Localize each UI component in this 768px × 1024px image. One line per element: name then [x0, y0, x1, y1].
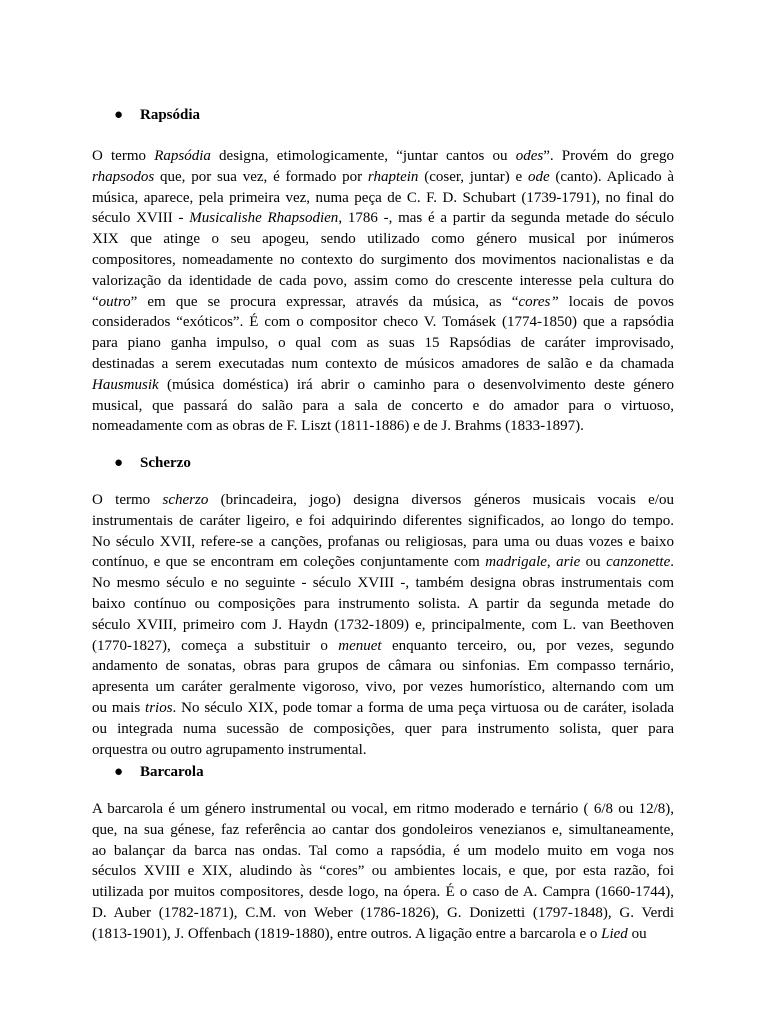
- text-run: ”. Provém do grego: [543, 148, 674, 164]
- text-run: nomeadamente com as obras de F. Liszt (1811-1886) e de J. Brahms (1833-1897).: [92, 418, 584, 435]
- text-run: locais de povos: [558, 293, 674, 310]
- text-run: séculos XVIII e XIX, aludindo às “cores” ou ambientes locais, e que, por esta razão, foi: [92, 863, 674, 880]
- italic-run: ode: [527, 168, 550, 185]
- italic-run: outro: [98, 293, 131, 310]
- section-paragraph-barcarola: [92, 799, 674, 945]
- paragraph-line: [92, 656, 674, 677]
- text-run: (1813-1901), J. Offenbach (1819-1880), entre outros. A ligação entre a barcarola e o: [92, 925, 602, 942]
- text-run: ao balançar da barca nas ondas. Tal como a rapsódia, é um modelo muito em voga nos: [92, 842, 674, 859]
- bullet-icon: ●: [114, 107, 124, 123]
- paragraph-line: [92, 271, 674, 292]
- text-run: ou integrada numa sucessão de composições, quer para instrumento solista, quer para: [92, 720, 674, 737]
- paragraph-line: [92, 333, 674, 354]
- text-run: compositores, nomeadamente no contexto do surgimento dos movimentos nacionalistas e da: [92, 251, 674, 268]
- text-run: apresenta um caráter geralmente vigoroso, vivo, por vezes humorístico, alternando com um: [92, 679, 674, 696]
- italic-run: menuet: [338, 637, 382, 654]
- text-run: considerados “exóticos”. É com o compositor checo V. Tomásek (1774-1850) que a rapsódia: [92, 314, 674, 331]
- text-run: (música doméstica) irá abrir o caminho para o desenvolvimento deste género: [158, 376, 674, 393]
- text-run: baixo contínuo ou composições para instrumento solista. A partir da segunda metade do: [92, 595, 674, 612]
- text-run: (brincadeira, jogo) designa diversos géneros musicais vocais e/ou: [208, 492, 674, 508]
- paragraph-line: [92, 208, 674, 229]
- paragraph-line: [92, 594, 674, 615]
- paragraph-line: [92, 354, 674, 375]
- section-heading-rapsodia: [114, 105, 200, 125]
- text-run: que, por sua vez, é formado por: [154, 168, 368, 185]
- text-run: andamento de sonatas, obras para grupos de câmara ou sinfonias. Em compasso ternário,: [92, 658, 674, 675]
- paragraph-line: [92, 636, 674, 657]
- text-run: A barcarola é um género instrumental ou vocal, em ritmo moderado e ternário ( 6/8 ou 12/8),: [92, 801, 674, 817]
- text-run: para piano ganha impulso, o qual com as suas 15 Rapsódias de caráter improvisado,: [92, 335, 674, 352]
- italic-run: rhaptein: [367, 168, 419, 185]
- paragraph-line: [92, 229, 674, 250]
- text-run: utilizada por muitos compositores, desde logo, na ópera. É o caso de A. Campra (1660-1744),: [92, 884, 674, 901]
- section-paragraph-rapsodia: [92, 146, 674, 437]
- text-run: .: [670, 554, 674, 571]
- paragraph-line: [92, 292, 674, 313]
- text-run: , 1786 -, mas é a partir da segunda metade do século: [338, 210, 674, 227]
- paragraph-line: [92, 532, 674, 553]
- paragraph-line: [92, 841, 674, 862]
- italic-run: Lied: [601, 925, 628, 942]
- text-run: enquanto terceiro, ou, por vezes, segundo: [381, 637, 674, 654]
- text-run: música, aparece, pela primeira vez, numa peça de C. F. D. Schubart (1739-1791), no final do: [92, 189, 674, 206]
- text-run: ou: [580, 554, 607, 571]
- italic-run: Rapsódia: [154, 148, 211, 164]
- section-heading-scherzo: [114, 453, 191, 473]
- text-run: ,: [546, 554, 557, 571]
- text-run: (1770-1827), começa a substituir o: [92, 637, 339, 654]
- text-run: O termo: [92, 492, 163, 508]
- paragraph-line: [92, 146, 674, 167]
- paragraph-line: [92, 250, 674, 271]
- paragraph-line: [92, 490, 674, 511]
- paragraph-line: [92, 167, 674, 188]
- text-run: orquestra ou outro agrupamento instrumental.: [92, 741, 367, 758]
- paragraph-line: [92, 719, 674, 740]
- italic-run: odes: [515, 148, 544, 164]
- bullet-icon: ●: [114, 764, 124, 780]
- text-run: musical, que passará do salão para a sala de concerto e do amador para o virtuoso,: [92, 397, 674, 414]
- paragraph-line: [92, 677, 674, 698]
- text-run: século XVIII -: [92, 210, 190, 227]
- paragraph-line: [92, 552, 674, 573]
- text-run: contínuo, e que se encontram em coleções conjuntamente com: [92, 554, 486, 571]
- paragraph-line: [92, 511, 674, 532]
- text-run: O termo: [92, 148, 155, 164]
- section-heading-label: Rapsódia: [140, 107, 201, 123]
- paragraph-line: [92, 924, 674, 945]
- text-run: XIX que atinge o seu apogeu, sendo utilizado como género musical por inúmeros: [92, 231, 674, 248]
- text-run: “: [92, 293, 99, 310]
- paragraph-line: [92, 416, 674, 437]
- italic-run: rhapsodos: [92, 168, 155, 185]
- paragraph-line: [92, 698, 674, 719]
- text-run: que, na sua génese, faz referência ao cantar dos gondoleiros venezianos e, simultaneamente,: [92, 821, 674, 838]
- text-run: No mesmo século e no seguinte - século XVIII -, também designa obras instrumentais com: [92, 575, 674, 592]
- paragraph-line: [92, 188, 674, 209]
- paragraph-line: [92, 903, 674, 924]
- section-heading-label: Scherzo: [140, 455, 191, 471]
- paragraph-line: [92, 615, 674, 636]
- text-run: ou mais: [92, 699, 146, 716]
- paragraph-line: [92, 820, 674, 841]
- italic-run: Hausmusik: [92, 376, 159, 393]
- text-run: D. Auber (1782-1871), C.M. von Weber (1786-1826), G. Donizetti (1797-1848), G. Verdi: [92, 904, 674, 921]
- section-heading-label: Barcarola: [140, 764, 204, 780]
- text-run: (canto). Aplicado à: [549, 168, 674, 185]
- paragraph-line: [92, 861, 674, 882]
- paragraph-line: [92, 882, 674, 903]
- text-run: valorização da identidade de cada povo, assim como do crescente interesse pela cultura do: [92, 272, 674, 289]
- paragraph-line: [92, 396, 674, 417]
- section-heading-barcarola: [114, 762, 204, 782]
- italic-run: scherzo: [162, 492, 209, 508]
- bullet-icon: ●: [114, 455, 124, 471]
- italic-run: cores”: [518, 293, 559, 310]
- paragraph-line: [92, 312, 674, 333]
- text-run: instrumentais de caráter ligeiro, e foi adquirindo diferentes significados, ao longo do tempo.: [92, 512, 674, 529]
- italic-run: trios: [145, 699, 173, 716]
- section-paragraph-scherzo: [92, 490, 674, 760]
- italic-run: arie: [556, 554, 581, 571]
- text-run: No século XVII, refere-se a canções, profanas ou religiosas, para uma ou duas vozes e baixo: [92, 533, 674, 550]
- paragraph-line: [92, 573, 674, 594]
- italic-run: canzonette: [606, 554, 671, 571]
- paragraph-line: [92, 740, 674, 761]
- text-run: designa, etimologicamente, “juntar cantos ou: [210, 148, 516, 164]
- text-run: (coser, juntar) e: [418, 168, 528, 185]
- text-run: século XVIII, primeiro com J. Haydn (1732-1809) e, principalmente, com L. van Beethoven: [92, 616, 674, 633]
- text-run: destinadas a serem executadas num contexto de músicos amadores de salão e da chamada: [92, 355, 674, 372]
- italic-run: Musicalishe Rhapsodien: [189, 210, 339, 227]
- text-run: ou: [627, 925, 647, 942]
- paragraph-line: [92, 375, 674, 396]
- text-run: ” em que se procura expressar, através da música, as “: [130, 293, 519, 310]
- text-run: . No século XIX, pode tomar a forma de uma peça virtuosa ou de caráter, isolada: [172, 699, 674, 716]
- paragraph-line: [92, 799, 674, 820]
- italic-run: madrigale: [485, 554, 547, 571]
